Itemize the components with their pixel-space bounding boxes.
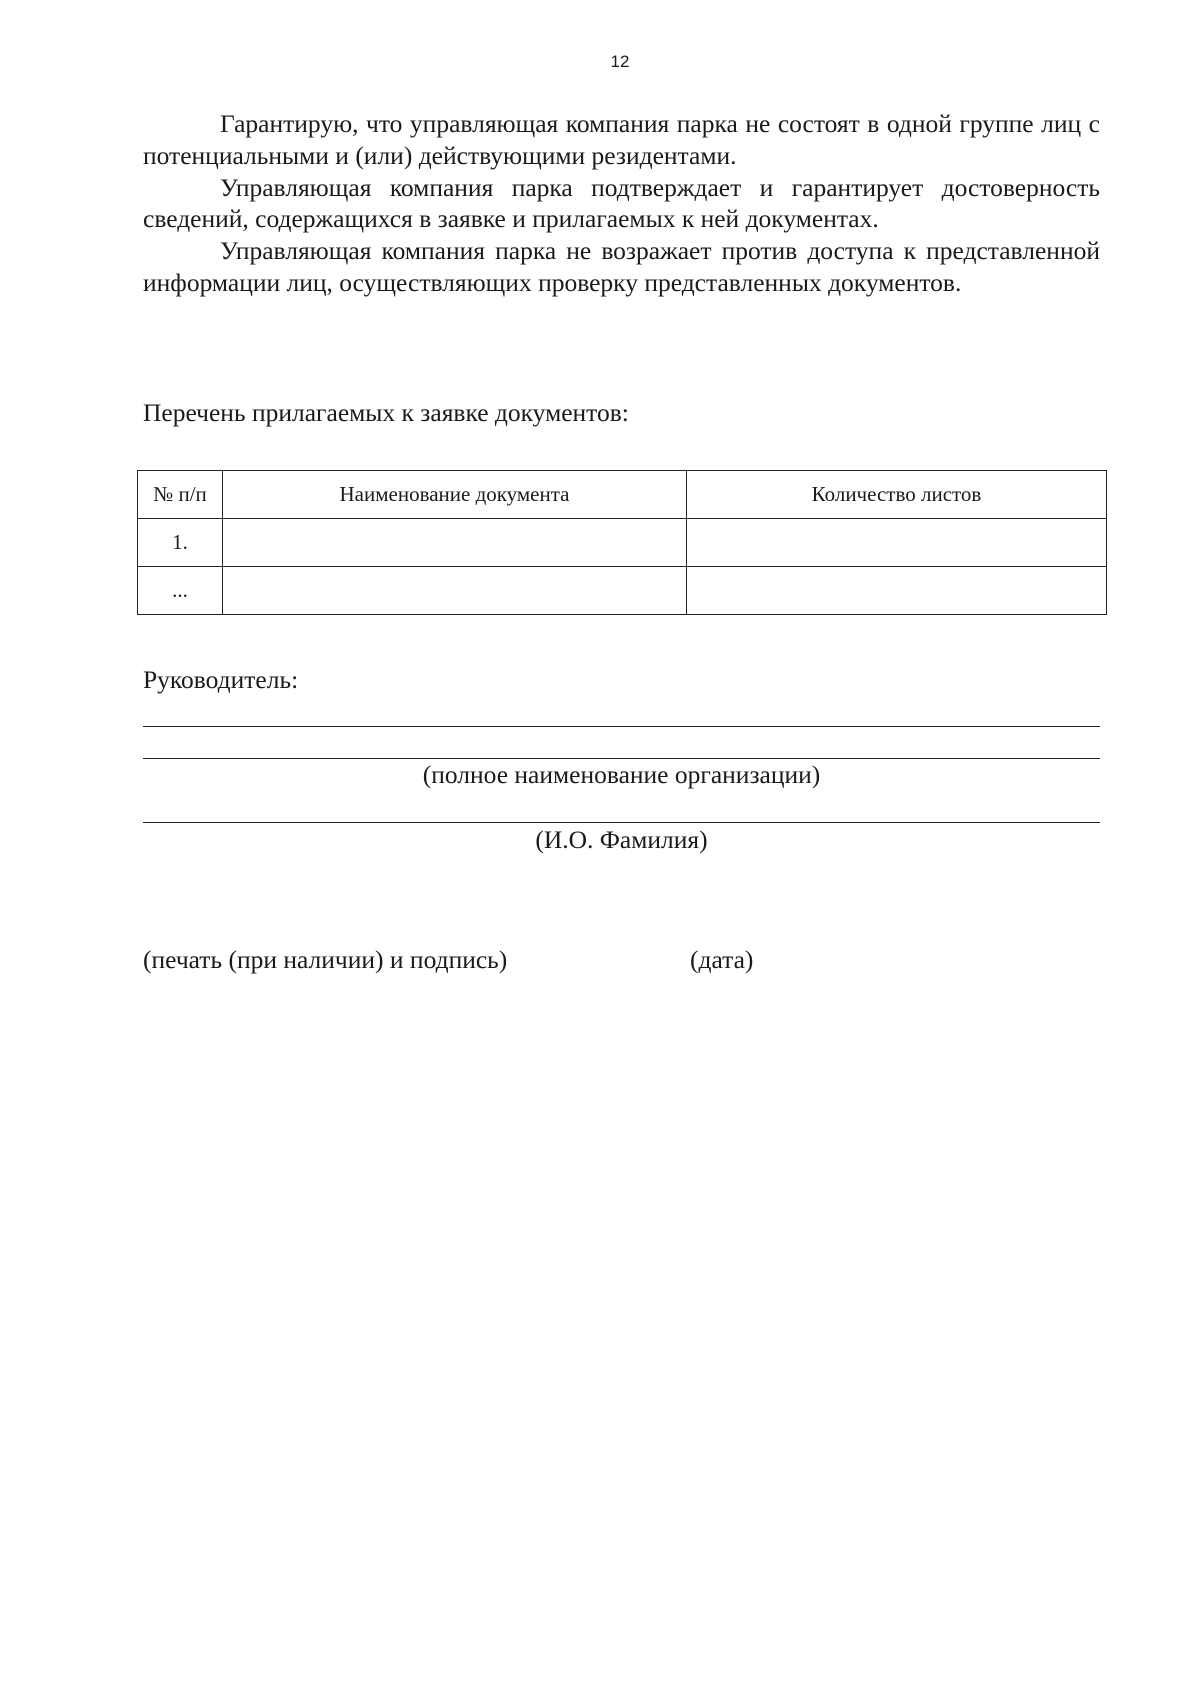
table-header-row	[138, 471, 1107, 519]
document-name-cell	[223, 519, 687, 567]
documents-table	[137, 470, 1107, 615]
page-number: 12	[610, 52, 630, 71]
body-text	[143, 108, 1100, 299]
header-number: № п/п	[138, 471, 223, 519]
row-number-cell: ...	[138, 567, 223, 615]
document-name-cell	[223, 567, 687, 615]
table-row	[138, 519, 1107, 567]
sheet-count-cell	[687, 567, 1107, 615]
full-name-line	[143, 822, 1100, 823]
seal-signature-caption: (печать (при наличии) и подпись)	[143, 945, 508, 974]
date-caption: (дата)	[690, 945, 754, 974]
header-document-name: Наименование документа	[223, 471, 687, 519]
paragraph-access-consent: Управляющая компания парка не возражает против доступа к представленной информации лиц, осуществляющих проверку представленных документов.	[143, 236, 1100, 297]
org-name-line-2	[143, 758, 1100, 759]
row-number-cell: 1.	[138, 519, 223, 567]
sheet-count-cell	[687, 519, 1107, 567]
documents-list-caption: Перечень прилагаемых к заявке документов:	[143, 398, 629, 427]
paragraph-guarantee-group: Гарантирую, что управляющая компания парка не состоят в одной группе лиц с потенциальными и (или) действующими резидентами.	[143, 109, 1100, 170]
header-sheet-count: Количество листов	[687, 471, 1107, 519]
table-row	[138, 567, 1107, 615]
org-name-line-1	[143, 726, 1100, 727]
manager-label: Руководитель:	[143, 665, 299, 694]
org-name-caption: (полное наименование организации)	[422, 760, 821, 789]
paragraph-reliability: Управляющая компания парка подтверждает и гарантирует достоверность сведений, содержащихся в заявке и прилагаемых к ней документах.	[143, 172, 1100, 234]
full-name-caption: (И.О. Фамилия)	[535, 825, 708, 854]
